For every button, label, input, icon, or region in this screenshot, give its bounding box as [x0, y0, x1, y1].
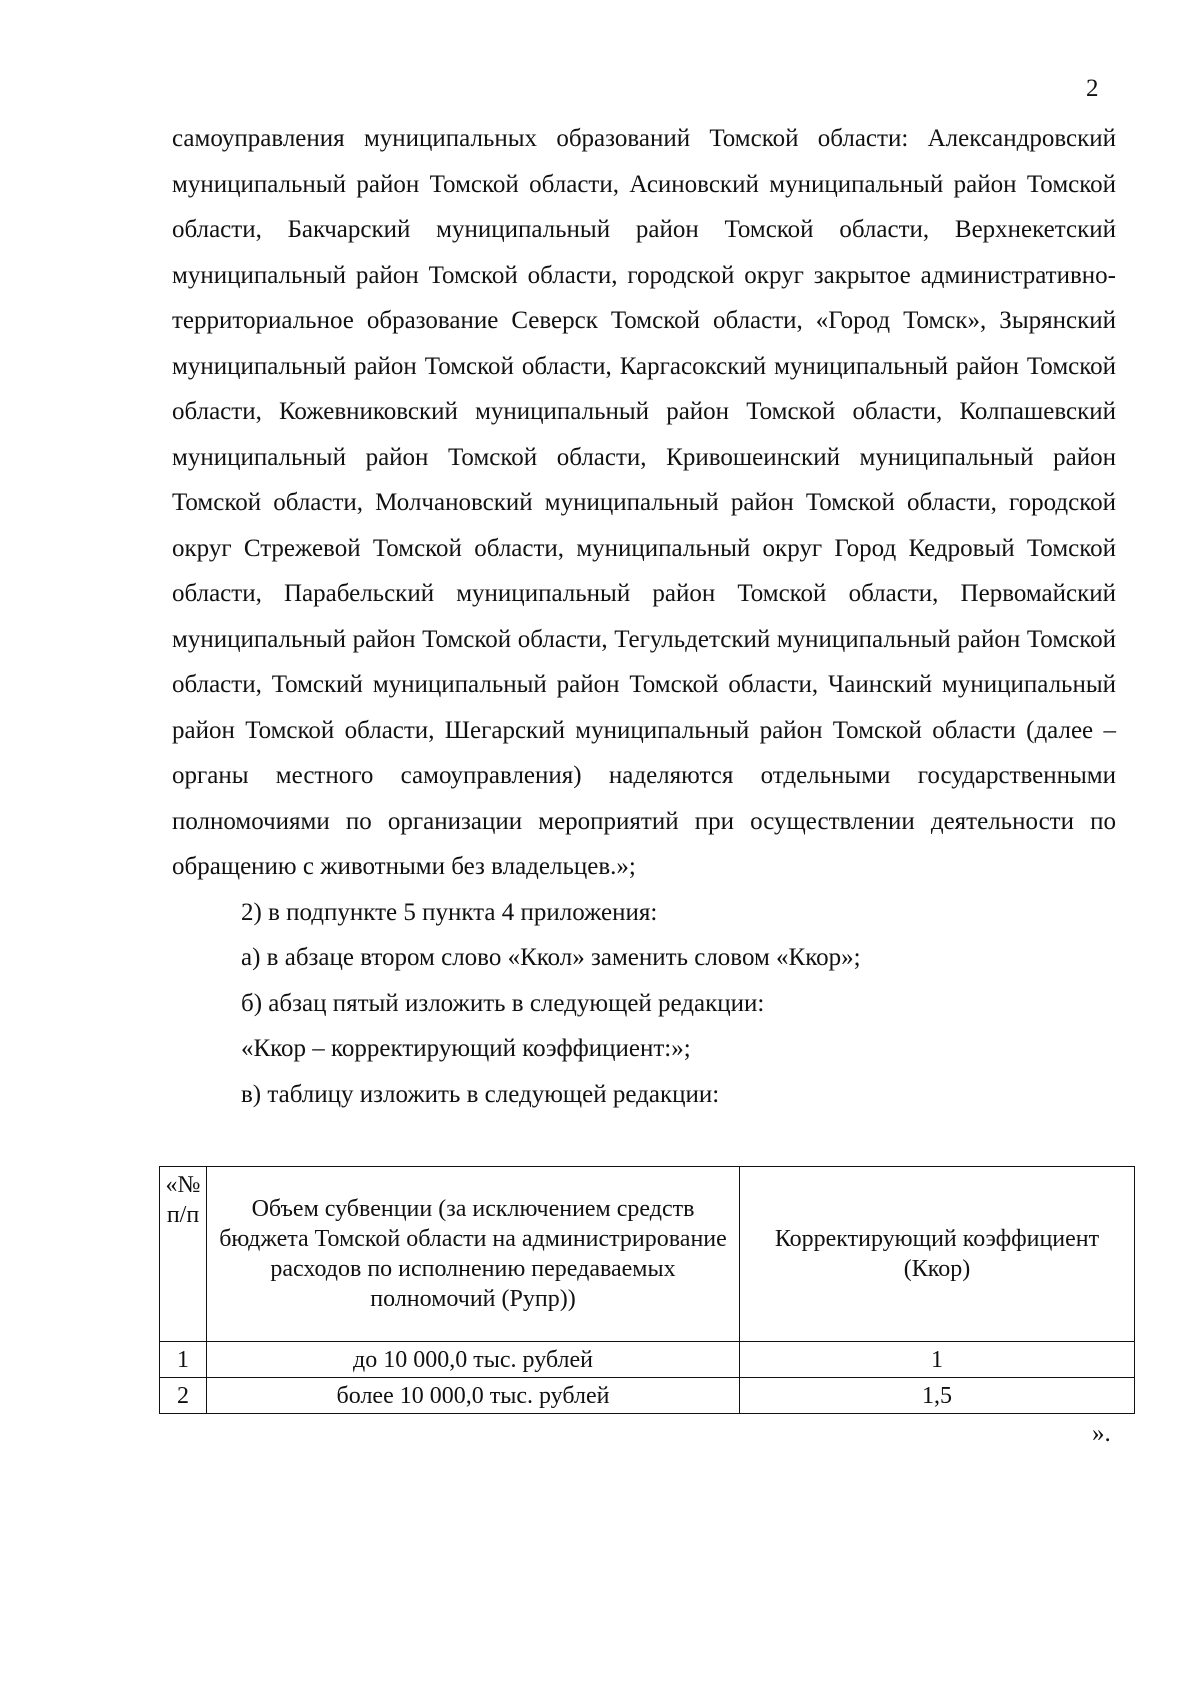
paragraph-item-b: б) абзац пятый изложить в следующей редакции: [241, 989, 765, 1017]
header-cell-num: «№ п/п [160, 1167, 207, 1342]
header-cell-volume: Объем субвенции (за исключением средств бюджета Томской области на администрирование расходов по исполнению передаваемых полномочий (Рупр)) [207, 1167, 740, 1342]
cell-volume: более 10 000,0 тыс. рублей [207, 1378, 740, 1414]
paragraph-item-a: а) в абзаце втором слово «Ккол» заменить словом «Ккор»; [241, 944, 861, 971]
paragraph-item-b-quote: «Ккор – корректирующий коэффициент:»; [241, 1035, 691, 1062]
closing-quote-mark: ». [1092, 1420, 1111, 1447]
cell-coef: 1,5 [740, 1378, 1135, 1414]
coefficient-table [159, 1166, 1135, 1414]
paragraph-item-v: в) таблицу изложить в следующей редакции: [241, 1080, 720, 1108]
cell-coef: 1 [740, 1342, 1135, 1378]
paragraph-continuation: самоуправления муниципальных образований Томской области: Александровский муниципальный район Томской области, Асиновский муниципальный район Томской области, Бакчарский муниципальный район Томской области, Верхнекетский муниципальный район Томской области, городской округ закрытое административно-территориальное образование Северск Томской области, «Город Томск», Зырянский муниципальный район Томской области, Каргасокский муниципальный район Томской области, Кожевниковский муниципальный район Томской области, Колпашевский муниципальный район Томской области, Кривошеинский муниципальный район Томской области, Молчановский муниципальный район Томской области, городской округ Стрежевой Томской области, муниципальный округ Город Кедровый Томской области, Парабельский муниципальный район Томской области, Первомайский муниципальный район Томской области, Тегульдетский муниципальный район Томской области, Томский муниципальный район Томской области, Чаинский муниципальный район Томской области, Шегарский муниципальный район Томской области (далее – органы местного самоуправления) наделяются отдельными государственными полномочиями по организации мероприятий при осуществлении деятельности по обращению с животными без владельцев.»; [172, 125, 1116, 880]
cell-volume: до 10 000,0 тыс. рублей [207, 1342, 740, 1378]
table-row [160, 1378, 1135, 1414]
cell-num: 2 [160, 1378, 207, 1414]
table-row [160, 1342, 1135, 1378]
document-body [172, 116, 1116, 1117]
header-cell-coef: Корректирующий коэффициент (Ккор) [740, 1167, 1135, 1342]
table-header-row [160, 1167, 1135, 1342]
paragraph-item-2: 2) в подпункте 5 пункта 4 приложения: [241, 898, 658, 926]
page-number: 2 [1086, 75, 1099, 102]
cell-num: 1 [160, 1342, 207, 1378]
